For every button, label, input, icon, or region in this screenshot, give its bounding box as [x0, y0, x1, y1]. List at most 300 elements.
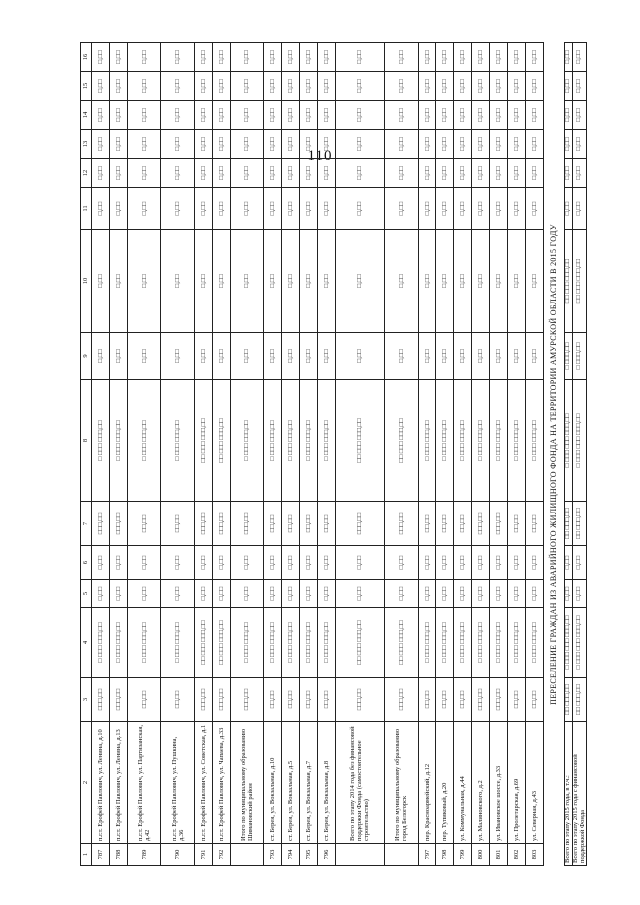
table-cell: □,□□ — [264, 230, 282, 333]
table-cell: □,□□ — [436, 188, 454, 230]
table-cell: □,□□ — [454, 230, 472, 333]
table-cell: □,□□ — [525, 230, 543, 333]
table-cell: □,□□ — [282, 580, 300, 608]
table-cell: □□,□□ — [436, 502, 454, 546]
table-cell: □,□□ — [92, 546, 110, 580]
column-number: 8 — [81, 380, 92, 502]
table-row — [212, 43, 230, 866]
table-cell: □,□□ — [161, 43, 195, 72]
table-cell: □□□,□□ — [472, 502, 490, 546]
table-cell — [230, 844, 264, 866]
table-cell: □,□□ — [317, 333, 335, 380]
table-cell: □□,□□ — [508, 502, 526, 546]
table-cell: □,□□ — [212, 188, 230, 230]
totals-cell: □,□□ — [565, 159, 573, 188]
table-cell: □,□□ — [335, 188, 384, 230]
totals-cell: □ □□□,□□ — [572, 333, 587, 380]
column-number: 5 — [81, 580, 92, 608]
table-cell: □,□□ — [454, 188, 472, 230]
table-cell: □,□□ — [385, 101, 419, 130]
table-cell: □,□□ — [436, 333, 454, 380]
table-cell: □□□,□□ — [92, 678, 110, 722]
table-cell: □ □□□ □□□,□□ — [264, 608, 282, 678]
table-cell: □□ □□□ □□□,□□ — [212, 608, 230, 678]
table-cell: □,□□ — [490, 230, 508, 333]
totals-cell: □,□□ — [565, 101, 573, 130]
table-row — [194, 43, 212, 866]
table-cell: □,□□ — [490, 546, 508, 580]
table-cell: 794 — [282, 844, 300, 866]
table-cell: □,□□ — [472, 159, 490, 188]
table-cell: □,□□ — [335, 546, 384, 580]
address-cell: Всего по этапу 2014 года без финансовой поддержки Фонда (самостоятельное строительство) — [335, 722, 384, 844]
table-cell: 790 — [161, 844, 195, 866]
table-cell: □,□□ — [161, 101, 195, 130]
table-cell: □,□□ — [385, 333, 419, 380]
totals-cell: □ □□□ □□□ □□□,□□ — [565, 608, 573, 678]
table-cell: □,□□ — [385, 72, 419, 101]
table-row — [436, 43, 454, 866]
address-cell: пер. Тупиковый, д.20 — [436, 722, 454, 844]
table-cell: □,□□ — [490, 580, 508, 608]
table-cell: □,□□ — [454, 580, 472, 608]
table-row — [230, 43, 264, 866]
table-cell: 798 — [436, 844, 454, 866]
table-cell: □,□□ — [230, 188, 264, 230]
table-cell: □ □□□ □□□,□□ — [109, 608, 127, 678]
totals-cell: □,□□ — [572, 130, 587, 159]
table-cell: □,□□ — [317, 72, 335, 101]
table-cell: □,□□ — [317, 546, 335, 580]
table-cell: □,□□ — [300, 101, 318, 130]
table-cell: □,□□ — [194, 546, 212, 580]
table-cell: □ □□□ □□□,□□ — [161, 608, 195, 678]
table-cell: □,□□ — [418, 43, 436, 72]
table-cell: □,□□ — [194, 130, 212, 159]
table-cell: □,□□ — [230, 43, 264, 72]
table-cell: □ □□□ □□□,□□ — [472, 380, 490, 502]
table-cell: 787 — [92, 844, 110, 866]
table-cell: □,□□ — [230, 546, 264, 580]
table-cell: □,□□ — [454, 333, 472, 380]
table-cell: □,□□ — [472, 580, 490, 608]
table-row — [161, 43, 195, 866]
table-cell: 788 — [109, 844, 127, 866]
table-cell: □,□□ — [230, 159, 264, 188]
table-cell: □□ □□□ □□□,□□ — [194, 380, 212, 502]
table-cell: □,□□ — [300, 333, 318, 380]
table-cell: □,□□ — [230, 130, 264, 159]
table-cell: □,□□ — [418, 101, 436, 130]
address-cell: ул. Пролетарская, д.69 — [508, 722, 526, 844]
table-cell: □,□□ — [161, 130, 195, 159]
totals-cell: □,□□ — [572, 43, 587, 72]
register-table — [80, 42, 544, 866]
table-cell: □,□□ — [490, 101, 508, 130]
table-cell: □□□,□□ — [230, 502, 264, 546]
table-cell: □ □□□ □□□,□□ — [230, 380, 264, 502]
table-cell: □,□□ — [300, 188, 318, 230]
table-cell: □□,□□ — [525, 678, 543, 722]
table-cell: □,□□ — [472, 546, 490, 580]
table-cell: □□,□□ — [282, 502, 300, 546]
table-cell: □,□□ — [212, 230, 230, 333]
table-cell: □ □□□ □□□,□□ — [490, 608, 508, 678]
table-cell: □□,□□ — [418, 678, 436, 722]
table-cell: □□,□□ — [317, 678, 335, 722]
table-cell: □□,□□ — [454, 502, 472, 546]
table-cell: □,□□ — [525, 72, 543, 101]
table-cell: □,□□ — [92, 188, 110, 230]
column-number-row — [81, 43, 92, 866]
totals-cell: □,□□ — [572, 188, 587, 230]
table-cell: □,□□ — [264, 72, 282, 101]
table-cell: □,□□ — [317, 43, 335, 72]
table-cell: □,□□ — [161, 546, 195, 580]
table-cell: 792 — [212, 844, 230, 866]
table-cell: □□□,□□ — [490, 502, 508, 546]
address-cell: Итого по муниципальному образованию Шимановский район — [230, 722, 264, 844]
totals-cell: □,□□ — [565, 130, 573, 159]
table-cell: □,□□ — [282, 230, 300, 333]
table-cell: □,□□ — [161, 159, 195, 188]
totals-cell: □,□□ — [565, 546, 573, 580]
table-cell: □,□□ — [300, 130, 318, 159]
column-number: 11 — [81, 188, 92, 230]
table-cell: □,□□ — [109, 72, 127, 101]
table-cell: □,□□ — [264, 580, 282, 608]
table-cell: □,□□ — [194, 230, 212, 333]
table-cell: □,□□ — [300, 72, 318, 101]
table-cell: □,□□ — [282, 188, 300, 230]
table-cell: □,□□ — [385, 230, 419, 333]
table-cell: □,□□ — [212, 546, 230, 580]
table-cell: □,□□ — [212, 580, 230, 608]
table-row — [264, 43, 282, 866]
table-cell: □,□□ — [317, 230, 335, 333]
table-cell: □,□□ — [282, 159, 300, 188]
table-cell: □,□□ — [525, 159, 543, 188]
table-cell: □,□□ — [127, 43, 161, 72]
address-cell: ст. Берея, ул. Вокзальная, д.5 — [282, 722, 300, 844]
address-cell: ст. Берея, ул. Вокзальная, д.10 — [264, 722, 282, 844]
table-cell: □,□□ — [335, 580, 384, 608]
table-cell: □□,□□ — [436, 678, 454, 722]
table-cell: □,□□ — [161, 72, 195, 101]
table-cell: □,□□ — [418, 580, 436, 608]
table-cell: □,□□ — [109, 43, 127, 72]
table-cell: □,□□ — [525, 43, 543, 72]
table-cell: □,□□ — [472, 130, 490, 159]
table-cell: □,□□ — [490, 130, 508, 159]
table-cell: □ □□□ □□□,□□ — [161, 380, 195, 502]
totals-cell: □□ □□□,□□ — [572, 678, 587, 722]
table-cell: □,□□ — [194, 580, 212, 608]
table-cell: □,□□ — [264, 188, 282, 230]
table-cell: □ □□□ □□□,□□ — [317, 608, 335, 678]
table-cell: □,□□ — [282, 72, 300, 101]
table-cell: □,□□ — [264, 130, 282, 159]
totals-cell: □ □□□ □□□ □□□,□□ — [572, 380, 587, 502]
register-table-body — [81, 43, 544, 866]
table-cell: □,□□ — [230, 101, 264, 130]
table-cell: □,□□ — [385, 580, 419, 608]
table-cell: □,□□ — [317, 188, 335, 230]
table-cell: □,□□ — [508, 43, 526, 72]
table-cell: □,□□ — [212, 43, 230, 72]
totals-cell: □,□□ — [572, 546, 587, 580]
table-row — [508, 43, 526, 866]
totals-label: Всего по этапу 2015 года, в т.ч.: — [565, 722, 573, 866]
table-cell: □,□□ — [508, 546, 526, 580]
rotated-table-area — [80, 50, 586, 866]
table-cell: 799 — [454, 844, 472, 866]
table-cell: □,□□ — [194, 188, 212, 230]
address-cell: Итого по муниципальному образованию город Белогорск — [385, 722, 419, 844]
table-cell: □□ □□□ □□□,□□ — [335, 608, 384, 678]
table-cell: □,□□ — [436, 43, 454, 72]
table-cell: □,□□ — [418, 230, 436, 333]
table-cell: □,□□ — [161, 188, 195, 230]
table-cell: □,□□ — [109, 580, 127, 608]
section-caption: ПЕРЕСЕЛЕНИЕ ГРАЖДАН ИЗ АВАРИЙНОГО ЖИЛИЩНОГО ФОНДА НА ТЕРРИТОРИИ АМУРСКОЙ ОБЛАСТИ В 2015 ГОДУ — [549, 224, 558, 705]
table-cell: □,□□ — [472, 101, 490, 130]
table-cell: □,□□ — [317, 101, 335, 130]
table-cell: 802 — [508, 844, 526, 866]
table-cell: □,□□ — [472, 230, 490, 333]
table-cell: □□□,□□ — [212, 502, 230, 546]
table-cell: □,□□ — [335, 130, 384, 159]
table-cell: □,□□ — [508, 159, 526, 188]
table-cell: 803 — [525, 844, 543, 866]
address-cell: п.г.т. Ерофей Павлович, ул. Ленина, д.10 — [92, 722, 110, 844]
table-cell: □,□□ — [264, 159, 282, 188]
table-cell: □,□□ — [109, 188, 127, 230]
table-cell: □,□□ — [472, 188, 490, 230]
table-cell: □□ □□□ □□□,□□ — [194, 608, 212, 678]
table-cell: 797 — [418, 844, 436, 866]
table-cell: □,□□ — [127, 546, 161, 580]
table-cell: □□□,□□ — [230, 678, 264, 722]
table-cell: □ □□□ □□□,□□ — [436, 608, 454, 678]
table-cell: □□,□□ — [317, 502, 335, 546]
totals-cell: □□ □□□ □□□,□□ — [565, 230, 573, 333]
table-cell: □,□□ — [418, 333, 436, 380]
table-cell: □,□□ — [317, 159, 335, 188]
table-cell: □□,□□ — [264, 502, 282, 546]
column-number: 15 — [81, 72, 92, 101]
table-cell: □□ □□□ □□□,□□ — [335, 380, 384, 502]
address-cell: ст. Берея, ул. Вокзальная, д.8 — [317, 722, 335, 844]
table-cell: □,□□ — [300, 580, 318, 608]
table-cell: □,□□ — [418, 72, 436, 101]
table-cell: □,□□ — [335, 72, 384, 101]
table-cell: □ □□□ □□□,□□ — [92, 380, 110, 502]
table-cell: □□,□□ — [418, 502, 436, 546]
table-cell: 791 — [194, 844, 212, 866]
table-cell: □,□□ — [127, 101, 161, 130]
table-cell: □,□□ — [109, 130, 127, 159]
table-cell: □ □□□ □□□,□□ — [282, 608, 300, 678]
table-cell: □,□□ — [212, 101, 230, 130]
table-cell: □,□□ — [525, 101, 543, 130]
address-cell: ул. Малиновского, д.2 — [472, 722, 490, 844]
column-number: 4 — [81, 608, 92, 678]
table-cell: □,□□ — [109, 546, 127, 580]
table-cell — [335, 844, 384, 866]
table-cell: □,□□ — [490, 333, 508, 380]
address-cell: п.г.т. Ерофей Павлович, ул. Пушкина, д.36 — [161, 722, 195, 844]
totals-cell: □,□□ — [565, 580, 573, 608]
table-cell: □□□,□□ — [385, 678, 419, 722]
table-cell: □ □□□ □□□,□□ — [300, 380, 318, 502]
column-number: 2 — [81, 722, 92, 844]
table-cell: □□,□□ — [127, 678, 161, 722]
table-cell: □□,□□ — [282, 678, 300, 722]
column-number: 7 — [81, 502, 92, 546]
table-cell: □,□□ — [508, 188, 526, 230]
totals-cell: □ □□□,□□ — [565, 333, 573, 380]
table-cell: □,□□ — [335, 159, 384, 188]
table-cell: □,□□ — [508, 101, 526, 130]
table-cell: □,□□ — [436, 546, 454, 580]
table-cell: □ □□□ □□□,□□ — [472, 608, 490, 678]
table-cell: □,□□ — [472, 333, 490, 380]
rotated-content — [80, 50, 586, 866]
table-cell: □,□□ — [127, 580, 161, 608]
table-cell: □,□□ — [436, 580, 454, 608]
table-row — [335, 43, 384, 866]
column-number: 12 — [81, 159, 92, 188]
totals-row — [565, 43, 573, 866]
table-cell: □,□□ — [335, 101, 384, 130]
table-cell: □,□□ — [127, 230, 161, 333]
table-cell: □,□□ — [490, 188, 508, 230]
table-cell: □,□□ — [335, 333, 384, 380]
address-cell: п.г.т. Ерофей Павлович, ул. Ленина, д.13 — [109, 722, 127, 844]
table-cell: □ □□□ □□□,□□ — [127, 380, 161, 502]
totals-label: Всего по этапу 2015 года с финансовой поддержкой Фонда — [572, 722, 587, 866]
table-cell: □□□,□□ — [385, 502, 419, 546]
table-cell: □,□□ — [127, 130, 161, 159]
table-cell: 789 — [127, 844, 161, 866]
table-cell: □,□□ — [230, 333, 264, 380]
table-cell: □,□□ — [454, 72, 472, 101]
table-cell: □□ □□□ □□□,□□ — [212, 380, 230, 502]
table-cell: □,□□ — [212, 130, 230, 159]
table-cell: □□,□□ — [300, 502, 318, 546]
table-row — [418, 43, 436, 866]
totals-cell: □□ □□□,□□ — [565, 502, 573, 546]
totals-cell: □ □□□ □□□ □□□,□□ — [572, 608, 587, 678]
table-cell: □,□□ — [92, 159, 110, 188]
table-row — [490, 43, 508, 866]
totals-table-body — [565, 43, 587, 866]
address-cell: п.г.т. Ерофей Павлович, ул. Чапаева, д.33 — [212, 722, 230, 844]
table-cell: □ □□□ □□□,□□ — [508, 608, 526, 678]
table-cell: □,□□ — [264, 546, 282, 580]
table-cell: □ □□□ □□□,□□ — [317, 380, 335, 502]
table-cell: □,□□ — [92, 333, 110, 380]
table-row — [454, 43, 472, 866]
table-cell: □□,□□ — [161, 502, 195, 546]
totals-cell: □□ □□□ □□□,□□ — [572, 230, 587, 333]
table-cell: 793 — [264, 844, 282, 866]
table-cell: □,□□ — [194, 101, 212, 130]
table-cell: □ □□□ □□□,□□ — [127, 608, 161, 678]
table-cell: □ □□□ □□□,□□ — [454, 608, 472, 678]
table-cell: □□□,□□ — [194, 502, 212, 546]
table-cell: □,□□ — [92, 72, 110, 101]
table-cell: 795 — [300, 844, 318, 866]
table-cell: □□□,□□ — [109, 502, 127, 546]
address-cell: ст. Берея, ул. Вокзальная, д.7 — [300, 722, 318, 844]
table-cell: □□□,□□ — [490, 678, 508, 722]
table-cell: □,□□ — [418, 130, 436, 159]
table-cell: □,□□ — [436, 159, 454, 188]
table-cell: □,□□ — [525, 130, 543, 159]
address-cell: п.г.т. Ерофей Павлович, ул. Партизанская, д.42 — [127, 722, 161, 844]
table-cell: □ □□□ □□□,□□ — [418, 380, 436, 502]
totals-cell: □,□□ — [565, 43, 573, 72]
table-cell: □,□□ — [161, 580, 195, 608]
table-cell: □,□□ — [436, 230, 454, 333]
table-cell: □,□□ — [230, 230, 264, 333]
table-cell: □,□□ — [194, 43, 212, 72]
table-cell: □,□□ — [508, 130, 526, 159]
table-cell: □,□□ — [454, 43, 472, 72]
table-cell: □,□□ — [127, 159, 161, 188]
table-cell: □□,□□ — [161, 678, 195, 722]
table-cell: □,□□ — [385, 188, 419, 230]
table-cell: □,□□ — [109, 159, 127, 188]
column-number: 9 — [81, 333, 92, 380]
column-number: 1 — [81, 844, 92, 866]
table-cell: 801 — [490, 844, 508, 866]
table-cell: □□□,□□ — [92, 502, 110, 546]
table-cell: □□,□□ — [127, 502, 161, 546]
table-cell: □,□□ — [454, 130, 472, 159]
table-cell: □,□□ — [282, 130, 300, 159]
table-cell: □,□□ — [490, 43, 508, 72]
table-cell: □,□□ — [127, 188, 161, 230]
table-cell: □,□□ — [300, 159, 318, 188]
table-row — [385, 43, 419, 866]
table-cell: □,□□ — [418, 188, 436, 230]
table-cell: □,□□ — [161, 333, 195, 380]
table-cell: □,□□ — [490, 159, 508, 188]
table-cell: □,□□ — [525, 188, 543, 230]
table-cell: □,□□ — [282, 43, 300, 72]
address-cell: п.г.т. Ерофей Павлович, ул. Советская, д.1 — [194, 722, 212, 844]
totals-cell: □,□□ — [565, 72, 573, 101]
table-cell: □,□□ — [282, 546, 300, 580]
totals-cell: □,□□ — [572, 101, 587, 130]
page-number: 110 — [307, 148, 333, 164]
table-cell: □,□□ — [92, 101, 110, 130]
table-cell: □ □□□ □□□,□□ — [282, 380, 300, 502]
table-row — [282, 43, 300, 866]
table-cell: □ □□□ □□□,□□ — [490, 380, 508, 502]
table-row — [300, 43, 318, 866]
table-cell: □,□□ — [230, 580, 264, 608]
table-cell: □ □□□ □□□,□□ — [418, 608, 436, 678]
table-cell: □,□□ — [418, 159, 436, 188]
table-cell: □,□□ — [92, 43, 110, 72]
table-row — [317, 43, 335, 866]
table-cell: □□,□□ — [454, 678, 472, 722]
table-cell: □ □□□ □□□,□□ — [525, 380, 543, 502]
